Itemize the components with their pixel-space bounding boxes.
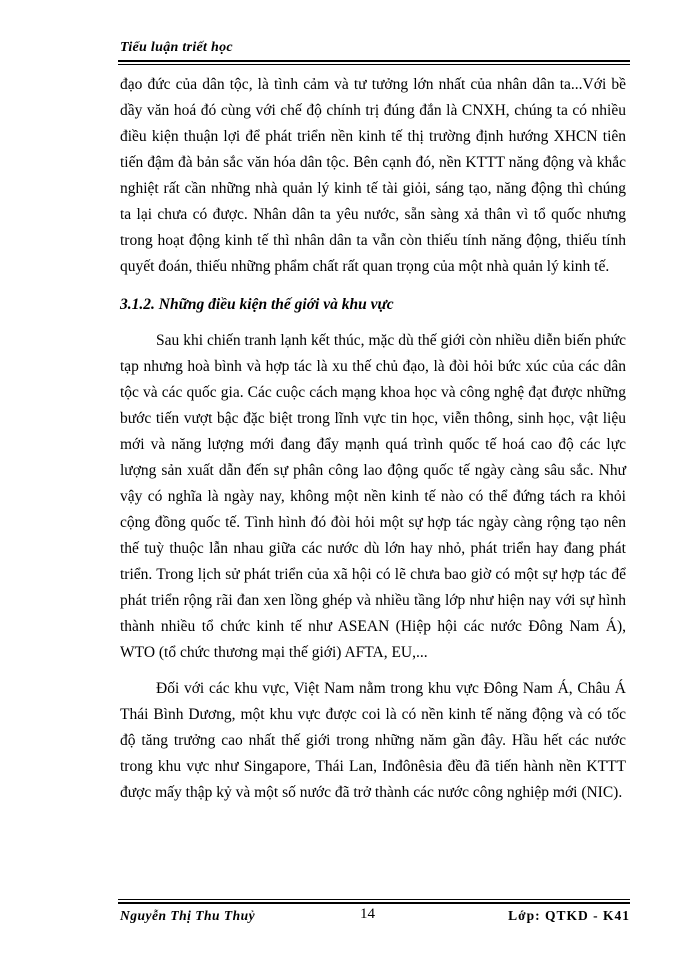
header-rule-thick [118,60,630,62]
footer-rule-thin [118,899,630,900]
page-number: 14 [360,906,375,922]
footer-author: Nguyễn Thị Thu Thuỷ [120,908,256,923]
page-footer [120,904,630,926]
paragraph-3: Đối với các khu vực, Việt Nam nằm trong khu vực Đông Nam Á, Châu Á Thái Bình Dương, một khu vực được coi là có nền kinh tế năng động và có tốc độ tăng trưởng cao nhất thế giới trong những năm gần đây. Hầu hết các nước trong khu vực như Singapore, Thái Lan, Inđônêsia đều đã tiến hành nền KTTT được mấy thập kỷ và một số nước đã trở thành các nước công nghiệp mới (NIC). [120,680,626,801]
footer-class-label: Lớp: QTKD - K41 [508,908,630,923]
page-header-title: Tiểu luận triết học [120,40,233,55]
paragraph-1: đạo đức của dân tộc, là tình cảm và tư tưởng lớn nhất của nhân dân ta...Với bề dầy văn hoá đó cùng với chế độ chính trị đúng đắn là CNXH, chúng ta có nhiều điều kiện thuận lợi để phát triển nền kinh tế thị trường định hướng XHCN tiên tiến đậm đà bản sắc văn hóa dân tộc. Bên cạnh đó, nền KTTT năng động và khắc nghiệt rất cần những nhà quản lý kinh tế tài giỏi, sáng tạo, năng động thì chúng ta lại chưa có được. Nhân dân ta yêu nước, sẵn sàng xả thân vì tổ quốc nhưng trong hoạt động kinh tế thì nhân dân ta vẫn còn thiếu tính năng động, thiếu tính quyết đoán, thiếu những phẩm chất rất quan trọng của một nhà quản lý kinh tế. [120,76,626,275]
header-rule-thin [118,64,630,65]
paragraph-2: Sau khi chiến tranh lạnh kết thúc, mặc dù thế giới còn nhiều diễn biến phức tạp nhưng hoà bình và hợp tác là xu thế chủ đạo, là đòi hỏi bức xúc của các dân tộc và các quốc gia. Các cuộc cách mạng khoa học và công nghệ đạt được những bước tiến vượt bậc đặc biệt trong lĩnh vực tin học, viễn thông, sinh học, vật liệu mới và năng lượng mới đang đẩy mạnh quá trình quốc tế hoá cao độ các lực lượng sản xuất dẫn đến sự phân công lao động quốc tế ngày càng sâu sắc. Như vậy có nghĩa là ngày nay, không một nền kinh tế nào có thể đứng tách ra khỏi cộng đồng quốc tế. Tình hình đó đòi hỏi một sự hợp tác ngày càng rộng tạo nên thế tuỳ thuộc lẫn nhau giữa các nước dù lớn hay nhỏ, phát triển hay đang phát triển. Trong lịch sử phát triển của xã hội có lẽ chưa bao giờ có một sự hợp tác để phát triển rộng rãi đan xen lồng ghép và nhiều tầng lớp như hiện nay với sự hình thành nhiều tổ chức kinh tế như ASEAN (Hiệp hội các nước Đông Nam Á), WTO (tổ chức thương mại thế giới) AFTA, EU,... [120,332,626,661]
section-heading: 3.1.2. Những điều kiện thế giới và khu vực [120,296,394,313]
document-body [120,72,626,806]
